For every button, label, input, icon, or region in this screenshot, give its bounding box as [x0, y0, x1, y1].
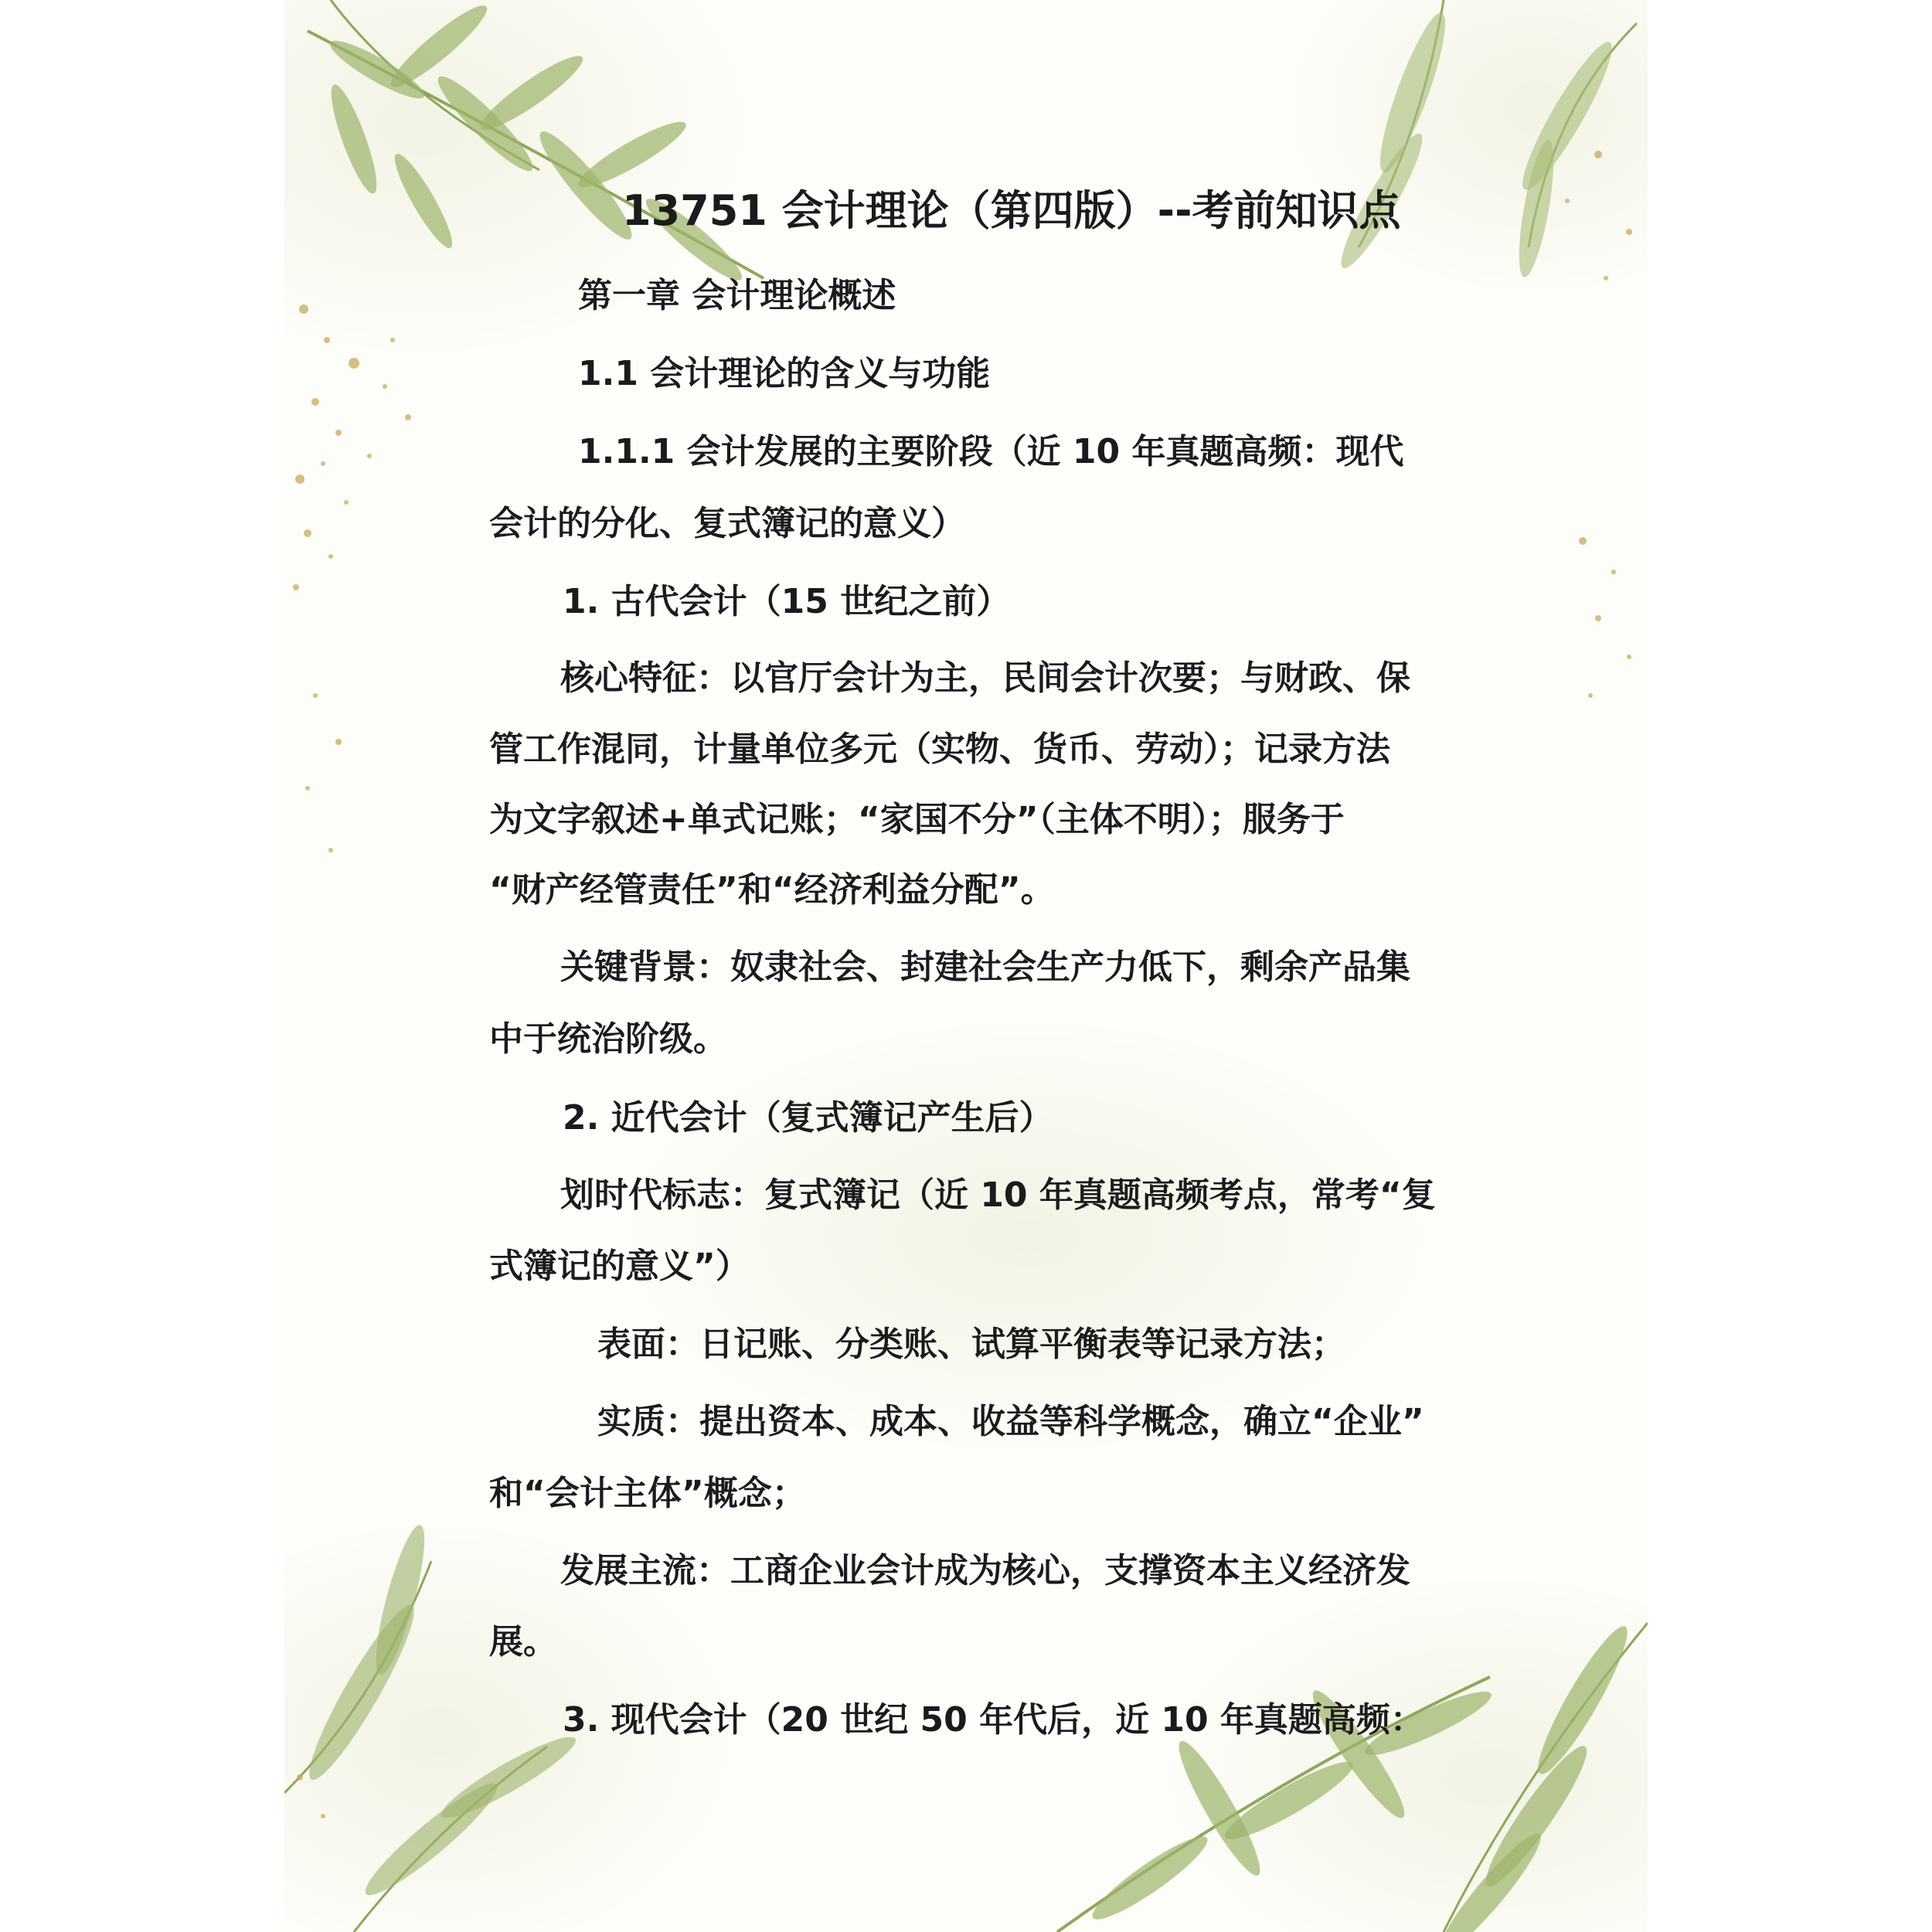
subsection-heading-line-1: 1.1.1 会计发展的主要阶段（近 10 年真题高频：现代	[578, 432, 1404, 471]
stage-2-surface: 表面：日记账、分类账、试算平衡表等记录方法；	[597, 1325, 1345, 1364]
stage-1-core-line-1: 核心特征：以官厅会计为主，民间会计次要；与财政、保	[560, 658, 1410, 698]
stage-1-heading: 1. 古代会计（15 世纪之前）	[563, 582, 1011, 621]
document-title: 13751 会计理论（第四版）--考前知识点	[622, 186, 1401, 235]
stage-1-core-line-4: “财产经管责任”和“经济利益分配”。	[489, 870, 1055, 910]
stage-2-heading: 2. 近代会计（复式簿记产生后）	[563, 1098, 1053, 1138]
stage-2-essence-line-2: 和“会计主体”概念；	[489, 1474, 806, 1513]
stage-1-core-line-2: 管工作混同，计量单位多元（实物、货币、劳动）；记录方法	[489, 730, 1390, 769]
stage-2-marker-line-2: 式簿记的意义”）	[489, 1247, 750, 1286]
stage-2-mainstream-line-2: 展。	[489, 1622, 557, 1662]
stage-2-mainstream-line-1: 发展主流：工商企业会计成为核心，支撑资本主义经济发	[560, 1551, 1410, 1590]
stage-1-core-line-3: 为文字叙述+单式记账；“家国不分”（主体不明）；服务于	[489, 800, 1345, 839]
document-page	[284, 0, 1648, 1932]
stage-1-background-line-1: 关键背景：奴隶社会、封建社会生产力低下，剩余产品集	[560, 947, 1410, 987]
subsection-heading-line-2: 会计的分化、复式簿记的意义）	[489, 504, 965, 543]
stage-2-essence-line-1: 实质：提出资本、成本、收益等科学概念，确立“企业”	[597, 1402, 1424, 1441]
stage-1-background-line-2: 中于统治阶级。	[489, 1019, 727, 1059]
stage-3-heading: 3. 现代会计（20 世纪 50 年代后，近 10 年真题高频：	[563, 1700, 1424, 1740]
chapter-heading: 第一章 会计理论概述	[578, 276, 896, 315]
section-heading: 1.1 会计理论的含义与功能	[578, 354, 991, 393]
stage-2-marker-line-1: 划时代标志：复式簿记（近 10 年真题高频考点，常考“复	[560, 1175, 1436, 1215]
